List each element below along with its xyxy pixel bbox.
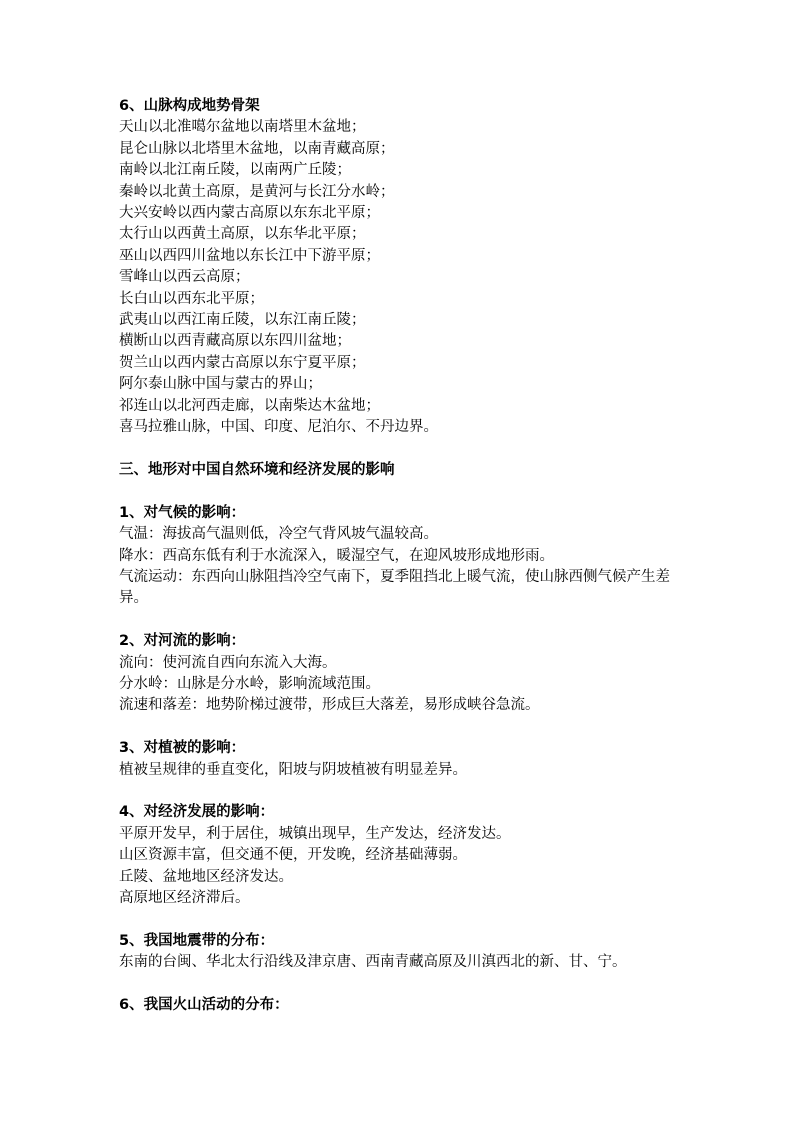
spacer: [119, 974, 679, 995]
spacer: [119, 717, 679, 738]
mountain-line: 雪峰山以西云高原；: [119, 269, 250, 286]
mountain-line: 阿尔泰山脉中国与蒙古的界山；: [119, 376, 322, 393]
spacer: [119, 481, 679, 502]
economy-line: 丘陵、盆地地区经济发达。: [119, 868, 293, 885]
economy-line: 平原开发早，利于居住，城镇出现早，生产发达，经济发达。: [119, 825, 511, 842]
climate-line: 降水：西高东低有利于水流深入，暖湿空气，在迎风坡形成地形雨。: [119, 547, 554, 564]
climate-line: 气流运动：东西向山脉阻挡冷空气南下，夏季阻挡北上暖气流，使山脉西侧气候产生差异。: [119, 568, 670, 607]
mountain-line: 喜马拉雅山脉，中国、印度、尼泊尔、不丹边界。: [119, 419, 438, 436]
mountain-line: 天山以北准噶尔盆地以南塔里木盆地；: [119, 119, 366, 136]
mountain-line: 长白山以西东北平原；: [119, 290, 264, 307]
mountain-line: 巫山以西四川盆地以东长江中下游平原；: [119, 247, 380, 264]
mountain-line: 南岭以北江南丘陵，以南两广丘陵；: [119, 162, 351, 179]
section-heading-mountains: 6、山脉构成地势骨架: [119, 98, 260, 114]
river-line: 流向：使河流自西向东流入大海。: [119, 654, 337, 671]
economy-line: 山区资源丰富，但交通不便，开发晚，经济基础薄弱。: [119, 847, 467, 864]
mountain-line: 武夷山以西江南丘陵，以东江南丘陵；: [119, 312, 366, 329]
mountain-line: 横断山以西青藏高原以东四川盆地；: [119, 333, 351, 350]
spacer: [119, 439, 679, 460]
earthquake-line: 东南的台闽、华北太行沿线及津京唐、西南青藏高原及川滇西北的新、甘、宁。: [119, 954, 627, 971]
economy-line: 高原地区经济滞后。: [119, 889, 250, 906]
subheading-economy: 4、对经济发展的影响：: [119, 804, 275, 821]
spacer: [119, 909, 679, 930]
mountain-line: 昆仑山脉以北塔里木盆地，以南青藏高原；: [119, 140, 395, 157]
subheading-volcano: 6、我国火山活动的分布：: [119, 996, 289, 1013]
mountain-line: 祁连山以北河西走廊，以南柴达木盆地；: [119, 397, 380, 414]
mountain-line: 太行山以西黄土高原，以东华北平原；: [119, 226, 366, 243]
river-line: 分水岭：山脉是分水岭，影响流域范围。: [119, 675, 380, 692]
mountain-line: 秦岭以北黄土高原，是黄河与长江分水岭；: [119, 183, 395, 200]
climate-line: 气温：海拔高气温则低，冷空气背风坡气温较高。: [119, 526, 438, 543]
section-heading-terrain-influence: 三、地形对中国自然环境和经济发展的影响: [119, 461, 395, 478]
vegetation-line: 植被呈规律的垂直变化，阳坡与阴坡植被有明显差异。: [119, 761, 467, 778]
spacer: [119, 781, 679, 802]
subheading-vegetation: 3、对植被的影响：: [119, 740, 246, 757]
document-page: [119, 96, 679, 1016]
subheading-earthquake: 5、我国地震带的分布：: [119, 932, 275, 949]
subheading-rivers: 2、对河流的影响：: [119, 633, 246, 650]
subheading-climate: 1、对气候的影响：: [119, 504, 246, 521]
mountain-line: 贺兰山以西内蒙古高原以东宁夏平原；: [119, 354, 366, 371]
mountain-line: 大兴安岭以西内蒙古高原以东东北平原；: [119, 205, 380, 222]
spacer: [119, 610, 679, 631]
river-line: 流速和落差：地势阶梯过渡带，形成巨大落差，易形成峡谷急流。: [119, 697, 540, 714]
